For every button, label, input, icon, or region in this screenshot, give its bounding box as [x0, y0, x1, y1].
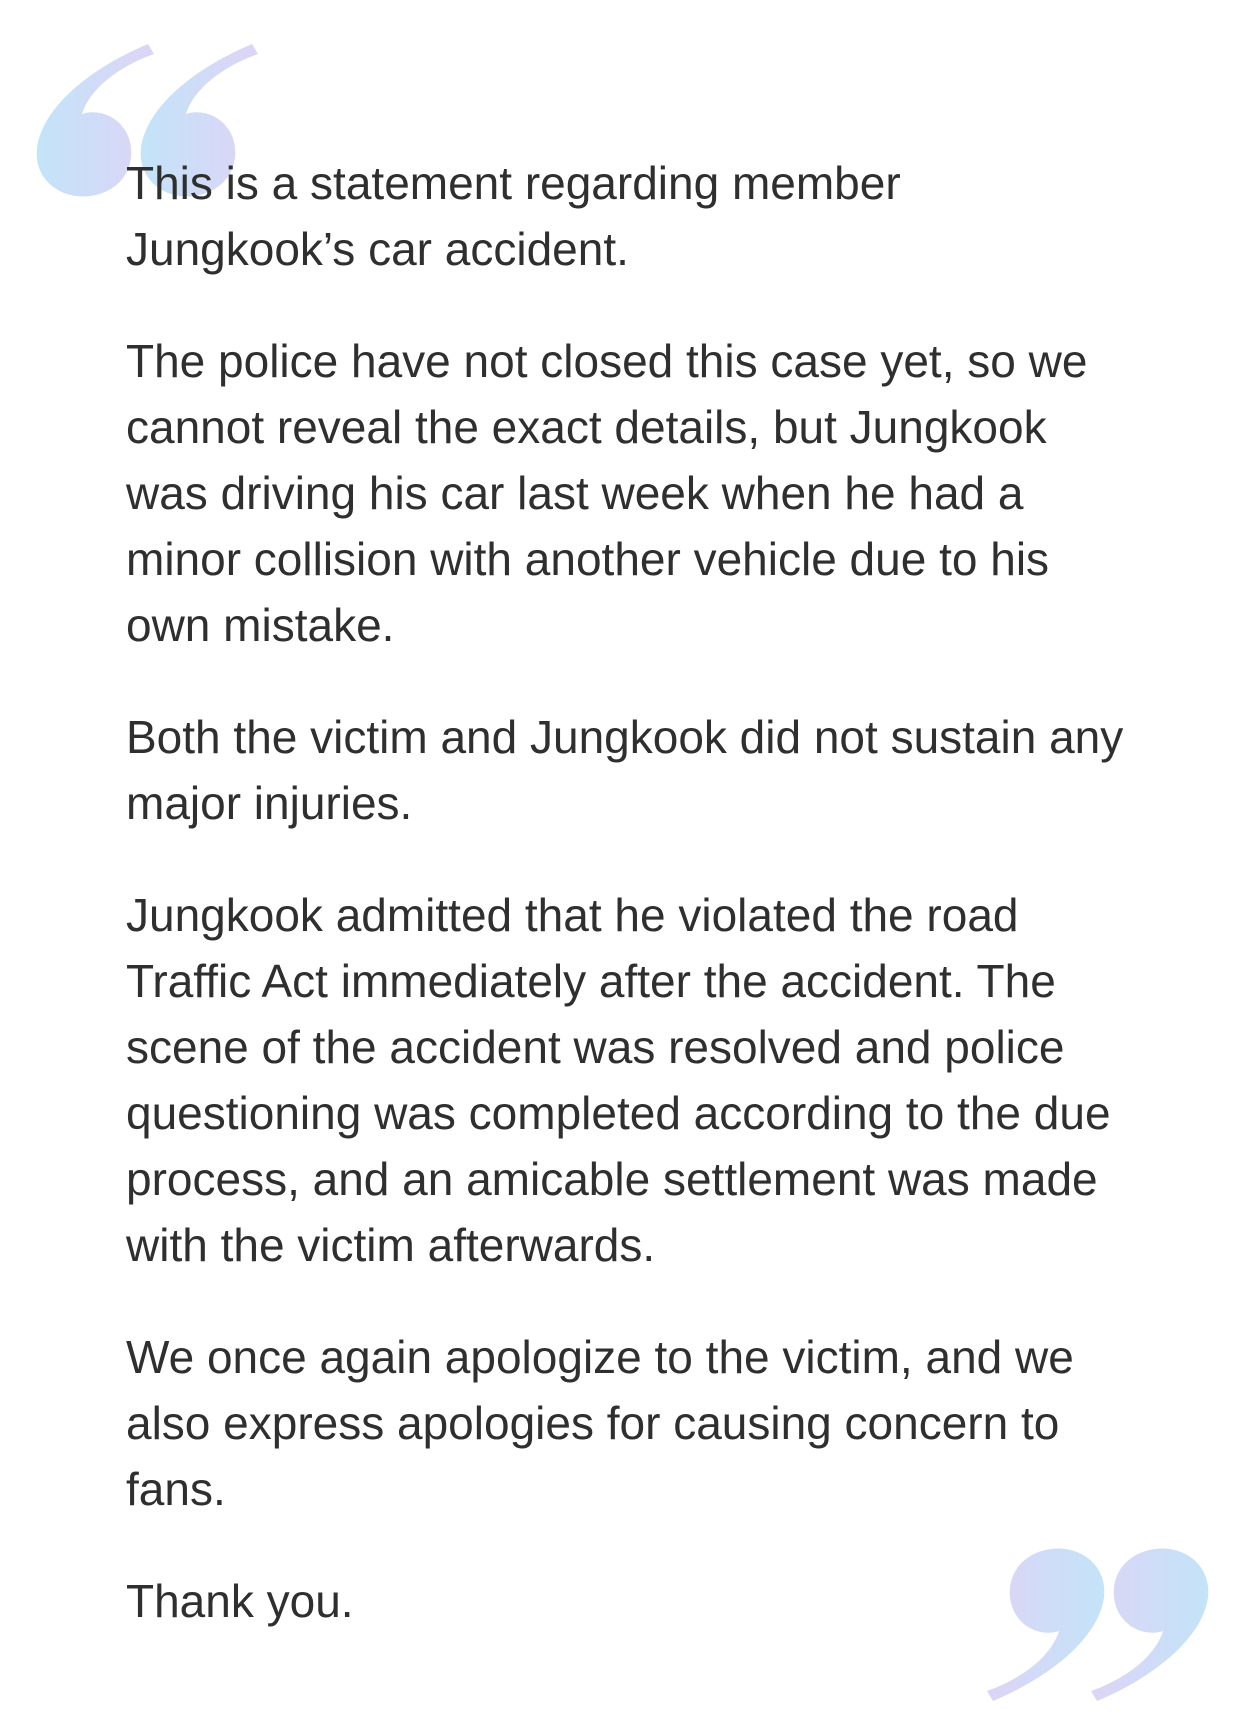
paragraph-details: The police have not closed this case yet, so we cannot reveal the exact details, but Jungkook was driving his car last week when he had a minor collision with another vehicle due to his own mistake.: [126, 335, 1088, 651]
statement-text: [126, 150, 1136, 1680]
close-quote-icon: [985, 1535, 1215, 1715]
paragraph-admission: Jungkook admitted that he violated the road Traffic Act immediately after the accident. The scene of the accident was resolved and police questioning was completed according to the due process, and an amicable settlement was made with the victim afterwards.: [126, 889, 1111, 1271]
paragraph-intro: This is a statement regarding member Jungkook’s car accident.: [126, 157, 901, 275]
paragraph-injuries: Both the victim and Jungkook did not sustain any major injuries.: [126, 711, 1124, 829]
paragraph-thanks: Thank you.: [126, 1575, 354, 1627]
paragraph-apology: We once again apologize to the victim, and we also express apologies for causing concern to fans.: [126, 1331, 1074, 1515]
